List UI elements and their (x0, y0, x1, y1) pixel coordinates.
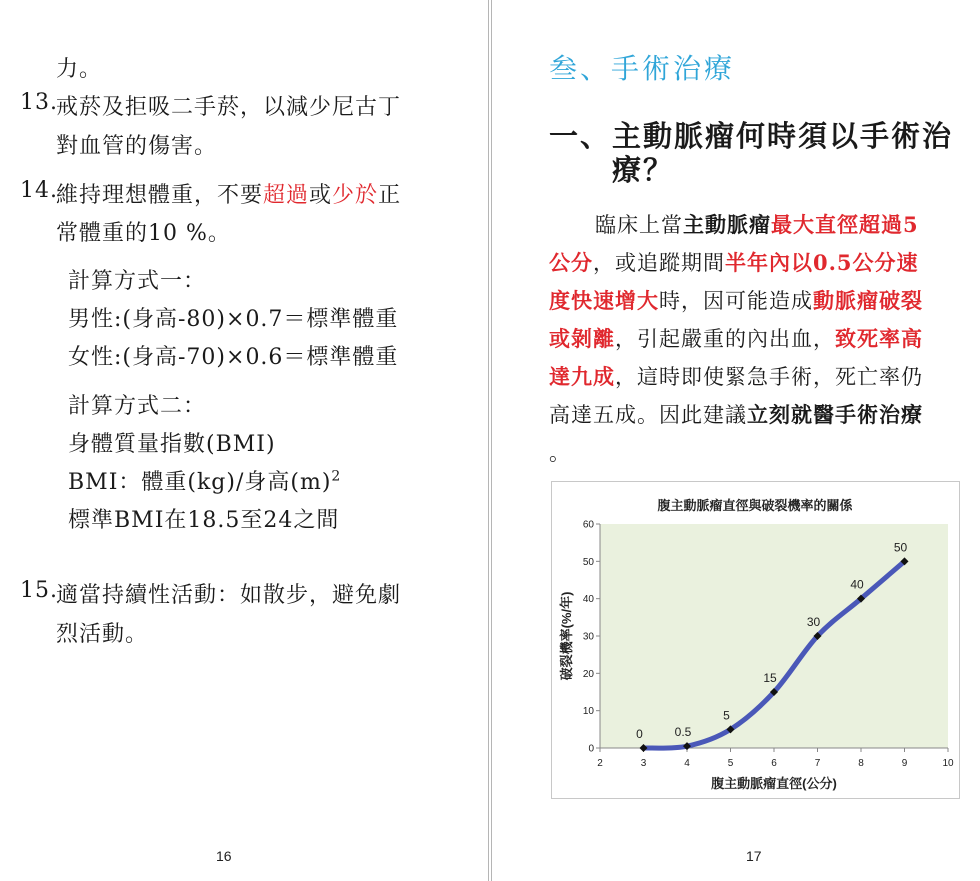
item-15-number: 15. (20, 578, 58, 603)
method-1-male-formula: 男性:(身高-80)×0.7＝標準體重 (68, 307, 399, 332)
data-label: 40 (850, 577, 864, 592)
x-tick-label: 9 (901, 758, 908, 769)
heading-line-2: 療？ (612, 153, 675, 187)
method-1-title: 計算方式一： (68, 269, 207, 294)
para-line-6: 高達五成。因此建議立刻就醫手術治療 (549, 402, 923, 427)
data-label: 5 (723, 708, 730, 723)
y-axis-label: 破裂機率(%/年) (559, 591, 574, 681)
para-line-7: 。 (549, 441, 571, 465)
below-highlight: 少於 (332, 183, 379, 208)
item-14-number: 14. (20, 178, 58, 203)
y-tick-label: 60 (582, 519, 594, 531)
left-page (0, 0, 489, 881)
y-tick-label: 50 (582, 556, 594, 568)
page-number-left: 16 (216, 848, 232, 864)
item-14-line-1: 維持理想體重，不要超過或少於正 (56, 183, 402, 208)
item-15-line-1: 適當持續性活動：如散步，避免劇 (56, 583, 402, 608)
x-tick-label: 4 (684, 758, 690, 769)
x-tick-label: 7 (814, 758, 821, 769)
x-tick-label: 6 (771, 758, 777, 769)
method-2-title: 計算方式二： (68, 394, 207, 419)
y-tick-label: 40 (582, 594, 594, 606)
bmi-formula: BMI：體重(kg)/身高$(m)^2$ (68, 468, 342, 495)
x-axis-label: 腹主動脈瘤直徑(公分) (711, 776, 837, 791)
data-label: 50 (893, 540, 908, 555)
method-1-female-formula: 女性:(身高-70)×0.6＝標準體重 (68, 345, 399, 370)
rupture-risk-chart (551, 481, 960, 799)
item-13-line-1: 戒菸及拒吸二手菸，以減少尼古丁 (56, 95, 402, 120)
x-tick-label: 3 (640, 758, 647, 769)
item-13-number: 13. (20, 90, 58, 115)
data-label: 0 (636, 727, 643, 741)
data-label: 30 (806, 615, 821, 629)
para-line-3: 度快速增大時，因可能造成動脈瘤破裂 (549, 288, 923, 313)
heading-number: 一、 (549, 119, 612, 153)
para-line-1: 臨床上當主動脈瘤最大直徑超過5 (595, 212, 919, 237)
chart-title: 腹主動脈瘤直徑與破裂機率的關係 (657, 498, 853, 513)
plot-area (600, 524, 948, 748)
item-15-line-2: 烈活動。 (56, 622, 149, 647)
y-tick-label: 10 (582, 706, 594, 718)
bmi-range: 標準BMI在18.5至24之間 (68, 508, 340, 533)
heading-line-1: 主動脈瘤何時須以手術治 (612, 119, 954, 153)
data-label: 0.5 (674, 725, 692, 740)
para-line-2: 公分，或追蹤期間半年內以0.5公分速 (549, 250, 919, 275)
y-tick-label: 30 (582, 631, 594, 643)
continued-line: 力。 (56, 57, 103, 82)
x-tick-label: 8 (858, 758, 864, 769)
chart-svg (552, 482, 959, 798)
section-title: 叁、手術治療 (549, 52, 736, 85)
page-number-right: 17 (746, 848, 762, 864)
x-tick-label: 5 (727, 758, 734, 769)
y-tick-label: 20 (582, 668, 594, 680)
bmi-name: 身體質量指數(BMI) (68, 432, 276, 457)
bmi-superscript: 2 (331, 468, 342, 485)
item-13-line-2: 對血管的傷害。 (56, 134, 218, 159)
para-line-4: 或剝離，引起嚴重的內出血，致死率高 (549, 326, 923, 351)
data-label: 15 (763, 671, 777, 685)
para-line-5: 達九成，這時即使緊急手術，死亡率仍 (549, 364, 923, 389)
x-tick-label: 2 (597, 758, 603, 769)
exceed-highlight: 超過 (263, 183, 310, 208)
x-tick-label: 10 (942, 758, 954, 769)
y-tick-label: 0 (588, 743, 594, 755)
item-14-line-2: 常體重的10 %。 (56, 221, 231, 246)
